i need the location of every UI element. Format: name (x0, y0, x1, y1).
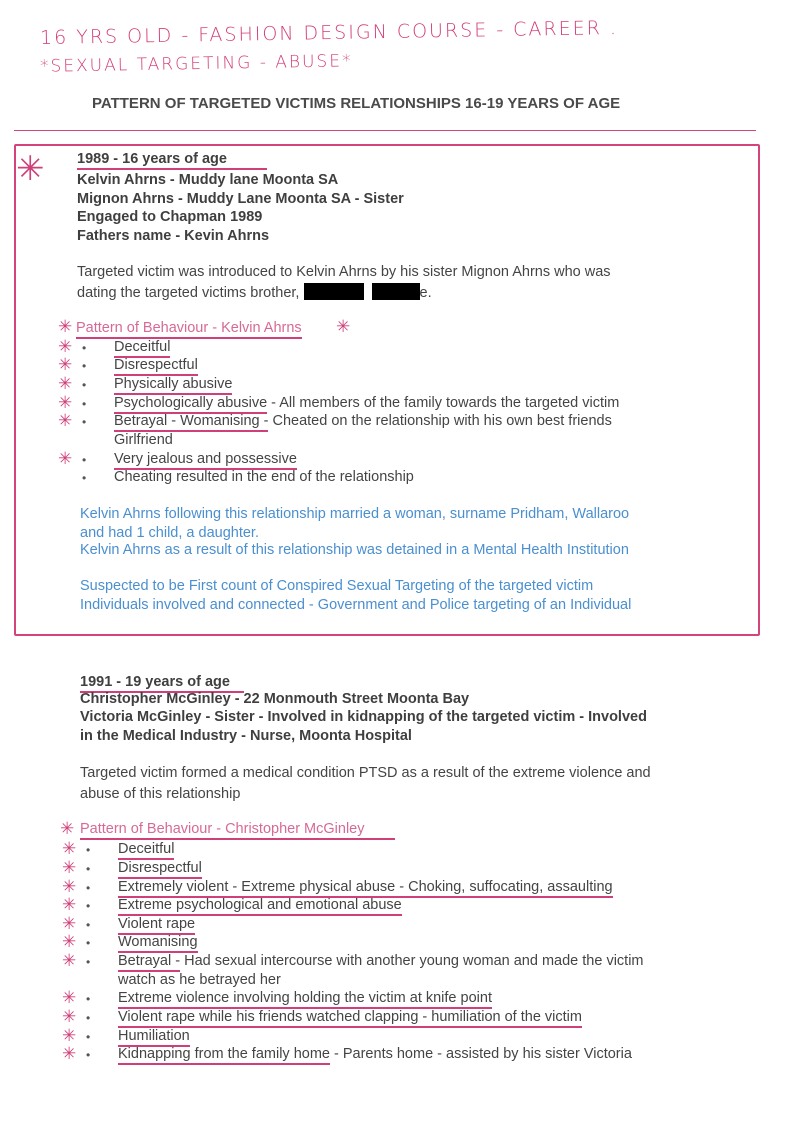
asterisk-mark-icon: ✳ (58, 411, 73, 430)
list-item (118, 972, 281, 988)
bullet-dot-icon: • (86, 955, 91, 969)
asterisk-mark-icon: ✳ (58, 317, 73, 336)
bullet-text: Had sexual intercourse with another young woman and made the victim (180, 953, 644, 969)
asterisk-mark-icon: ✳ (62, 951, 77, 970)
asterisk-mark-icon: ✳ (62, 932, 77, 951)
asterisk-mark-icon: ✳ (62, 839, 77, 858)
bullet-text: - Parents home - assisted by his sister Victoria (329, 1046, 632, 1062)
section-1-intro-1: Targeted victim was introduced to Kelvin Ahrns by his sister Mignon Ahrns who was (77, 264, 611, 280)
bullet-underlined-text: Violent rape while his friends watched clapping - humiliation of the victim (118, 1009, 582, 1028)
redaction-block (304, 283, 364, 300)
bullet-underlined-text: Deceitful (118, 841, 174, 860)
list-item (118, 1009, 582, 1025)
bullet-underlined-text: Deceitful (114, 339, 170, 358)
bullet-underlined-text: Kidnapping from the family home (118, 1046, 330, 1065)
section-2-date: 1991 - 19 years of age (80, 674, 244, 693)
bullet-underlined-text: Very jealous and possessive (114, 451, 297, 470)
bullet-text: Cheating resulted in the end of the relationship (114, 469, 414, 485)
list-item (118, 916, 195, 932)
bullet-underlined-text: Humiliation (118, 1028, 190, 1047)
asterisk-mark-icon: ✳ (62, 877, 77, 896)
bullet-underlined-text: Disrespectful (118, 860, 202, 879)
bullet-dot-icon: • (86, 899, 91, 913)
bullet-underlined-text: Psychologically abusive (114, 395, 267, 414)
asterisk-mark-icon: ✳ (62, 1044, 77, 1063)
asterisk-mark-icon: ✳ (58, 449, 73, 468)
bullet-underlined-text: Extreme psychological and emotional abuse (118, 897, 402, 916)
section-1-note-1: Kelvin Ahrns following this relationship married a woman, surname Pridham, Wallaroo (80, 506, 630, 522)
bullet-text: Cheated on the relationship with his own best friends (268, 413, 612, 429)
bullet-dot-icon: • (86, 1011, 91, 1025)
bullet-dot-icon: • (82, 397, 87, 411)
bullet-dot-icon: • (86, 1030, 91, 1044)
asterisk-mark-icon: ✳ (60, 819, 75, 838)
bullet-underlined-text: Betrayal - (118, 953, 180, 972)
bullet-underlined-text: Violent rape (118, 916, 195, 935)
section-2-pattern-heading: Pattern of Behaviour - Christopher McGinley (80, 821, 395, 840)
list-item (118, 897, 402, 913)
handwritten-note-career: 16 YRS OLD - FASHION DESIGN COURSE - CAREER . (39, 16, 619, 50)
bullet-dot-icon: • (82, 415, 87, 429)
section-2-intro-1: Targeted victim formed a medical condition PTSD as a result of the extreme violence and (80, 765, 651, 781)
list-item (118, 860, 202, 876)
bullet-dot-icon: • (82, 453, 87, 467)
bullet-underlined-text: Betrayal - Womanising - (114, 413, 268, 432)
list-item (114, 376, 232, 392)
page-title: PATTERN OF TARGETED VICTIMS RELATIONSHIPS 16-19 YEARS OF AGE (92, 95, 621, 112)
divider-line (14, 130, 756, 131)
section-1-name-4: Fathers name - Kevin Ahrns (77, 228, 270, 244)
bullet-dot-icon: • (82, 341, 87, 355)
bullet-dot-icon: • (82, 359, 87, 373)
section-2-name-2: Victoria McGinley - Sister - Involved in kidnapping of the targeted victim - Involved (80, 709, 647, 725)
bullet-dot-icon: • (82, 378, 87, 392)
bullet-dot-icon: • (86, 881, 91, 895)
asterisk-mark-icon: ✳ (58, 374, 73, 393)
bullet-dot-icon: • (86, 862, 91, 876)
asterisk-mark-icon: ✳ (62, 1007, 77, 1026)
list-item (114, 432, 173, 448)
section-1-intro-2 (77, 283, 432, 301)
section-2-name-3: in the Medical Industry - Nurse, Moonta Hospital (80, 728, 412, 744)
asterisk-mark-icon: ✳ (62, 988, 77, 1007)
section-1-name-3: Engaged to Chapman 1989 (77, 209, 263, 225)
asterisk-mark-icon: ✳ (58, 337, 73, 356)
bullet-underlined-text: Physically abusive (114, 376, 232, 395)
bullet-text: watch as he betrayed her (118, 972, 281, 988)
section-1-name-2: Mignon Ahrns - Muddy Lane Moonta SA - Sister (77, 191, 404, 207)
section-1-intro-2a: dating the targeted victims brother, (77, 285, 300, 301)
asterisk-mark-icon: ✳ (62, 858, 77, 877)
section-2-name-1: Christopher McGinley - 22 Monmouth Street Moonta Bay (80, 691, 470, 707)
list-item (114, 357, 198, 373)
redaction-block (372, 283, 420, 300)
bullet-dot-icon: • (86, 918, 91, 932)
section-1-note-5: Individuals involved and connected - Government and Police targeting of an Individual (80, 597, 632, 613)
list-item (118, 879, 613, 895)
list-item (118, 953, 644, 969)
bullet-dot-icon: • (86, 1048, 91, 1062)
bullet-dot-icon: • (82, 471, 87, 485)
bullet-dot-icon: • (86, 936, 91, 950)
list-item (114, 469, 414, 485)
list-item (114, 413, 612, 429)
list-item (118, 1028, 190, 1044)
section-2-intro-2: abuse of this relationship (80, 786, 241, 802)
bullet-underlined-text: Womanising (118, 934, 198, 953)
list-item (118, 841, 174, 857)
bullet-underlined-text: Extremely violent - Extreme physical abuse - Choking, suffocating, assaulting (118, 879, 613, 898)
bullet-underlined-text: Disrespectful (114, 357, 198, 376)
bullet-dot-icon: • (86, 992, 91, 1006)
section-1-date: 1989 - 16 years of age (77, 151, 267, 170)
section-1-pattern-heading: Pattern of Behaviour - Kelvin Ahrns (76, 320, 302, 339)
list-item (114, 339, 170, 355)
section-1-note-4: Suspected to be First count of Conspired Sexual Targeting of the targeted victim (80, 578, 594, 594)
list-item (114, 395, 619, 411)
bullet-text: - All members of the family towards the targeted victim (267, 395, 620, 411)
asterisk-mark-icon: ✳ (58, 355, 73, 374)
list-item (118, 934, 198, 950)
bullet-underlined-text: Extreme violence involving holding the victim at knife point (118, 990, 492, 1009)
asterisk-mark-icon: ✳ (62, 1026, 77, 1045)
list-item (118, 990, 492, 1006)
section-1-note-2: and had 1 child, a daughter. (80, 525, 259, 541)
asterisk-mark-icon: ✳ (336, 317, 351, 336)
section-1-note-3: Kelvin Ahrns as a result of this relationship was detained in a Mental Health Institution (80, 542, 629, 558)
bullet-text: Girlfriend (114, 432, 173, 448)
list-item (114, 451, 297, 467)
asterisk-mark-icon: ✳ (16, 150, 45, 188)
bullet-dot-icon: • (86, 843, 91, 857)
section-1-name-1: Kelvin Ahrns - Muddy lane Moonta SA (77, 172, 339, 188)
section-1-intro-2b: e. (419, 285, 432, 301)
list-item (118, 1046, 632, 1062)
asterisk-mark-icon: ✳ (62, 914, 77, 933)
asterisk-mark-icon: ✳ (62, 895, 77, 914)
asterisk-mark-icon: ✳ (58, 393, 73, 412)
handwritten-note-abuse: *SEXUAL TARGETING - ABUSE* (39, 51, 353, 77)
